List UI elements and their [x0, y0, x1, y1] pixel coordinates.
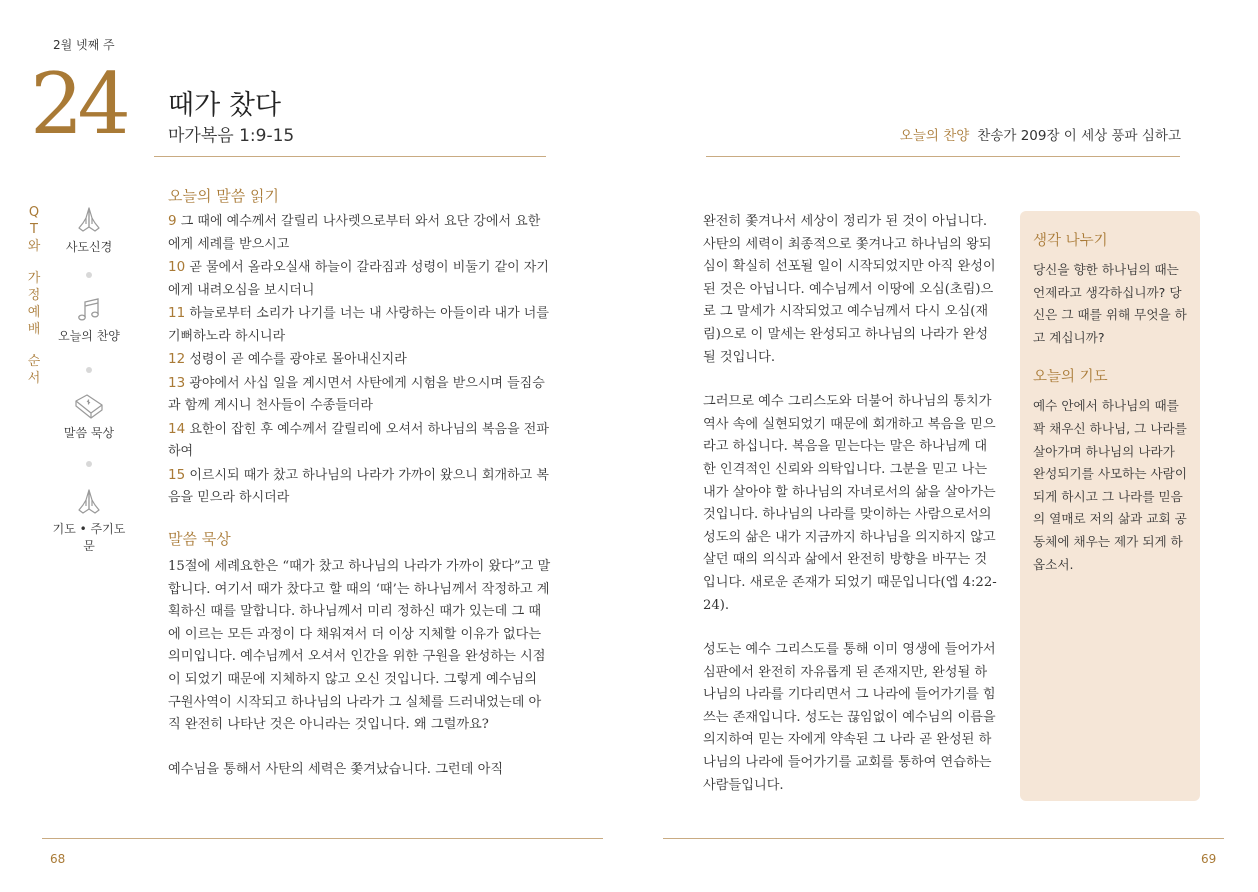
paragraph: 그러므로 예수 그리스도와 더불어 하나님의 통치가 역사 속에 실현되었기 때문에 회개하고 복음을 믿으라고 하십니다. 복음을 믿는다는 말은 하나님께 대한 인격적인 신뢰와 의탁입니다. 그분을 믿고 나는 내가 살아야 할 하나님의 자녀로서의 삶을 살아가는 것입니다. 하나님의 나라를 맞이하는 사람으로서의 성도의 삶은 내가 지금까지 하나님을 의지하지 않고 살던 때의 의식과 삶에서 완전히 방향을 바꾸는 것입니다. 새로운 존재가 되었기 때문입니다(엡 4:22-24).: [703, 394, 997, 613]
header-rule-left: [154, 156, 546, 157]
sidebar-item-apostles-creed: 사도신경: [50, 205, 128, 255]
sidebar-item-meditation: 말씀 묵상: [50, 391, 128, 441]
prayer-heading: 오늘의 기도: [1033, 369, 1108, 386]
verse: 12 성령이 곧 예수를 광야로 몰아내신지라: [168, 351, 407, 367]
bible-book-icon: [73, 391, 105, 421]
footer-rule-right: [663, 838, 1224, 839]
scripture-reading: [168, 210, 552, 510]
verse: 11 하늘로부터 소리가 나기를 너는 내 사랑하는 아들이라 내가 너를 기뻐하노라 하시니라: [168, 305, 549, 344]
verse: 10 곧 물에서 올라오실새 하늘이 갈라짐과 성령이 비둘기 같이 자기에게 내려오심을 보시더니: [168, 259, 549, 298]
meditation-body: [168, 556, 552, 803]
header-rule-right: [706, 156, 1180, 157]
page-number-left: 68: [50, 852, 66, 866]
praying-hands-icon: [74, 205, 104, 235]
day-number: 24: [30, 55, 125, 153]
sidebar-dot: [86, 461, 92, 467]
paragraph: 성도는 예수 그리스도를 통해 이미 영생에 들어가서 심판에서 완전히 자유롭게 된 존재지만, 완성될 하나님의 나라를 기다리면서 그 나라에 들어가기를 힘쓰는 존재입니다. 성도는 끊임없이 예수님의 이름을 의지하여 믿는 자에게 약속된 그 나라 곧 완성된 하나님의 나라에 들어가기를 교회를 통하여 연습하는 사람들입니다.: [703, 642, 996, 793]
music-note-icon: [76, 296, 102, 324]
page-title: 때가 찼다: [168, 90, 281, 121]
share-heading: 생각 나누기: [1033, 233, 1108, 249]
page-number-right: 69: [1201, 852, 1217, 866]
paragraph: 15절에 세례요한은 “때가 찼고 하나님의 나라가 가까이 왔다”고 말합니다. 여기서 때가 찼다고 할 때의 ‘때’는 하나님께서 작정하고 계획하신 때를 말합니다. 하나님께서 미리 정하신 때가 있는데 그 때에 이르는 모든 과정이 다 채워져서 더 이상 지체할 이유가 없다는 의미입니다. 예수님께서 오셔서 인간을 위한 구원을 완성하는 시점이 되었기 때문에 지체하지 않고 오신 것입니다. 그렇게 예수님의 구원사역이 시작되고 하나님의 나라가 그 실체를 드러내었는데 아직 완전히 나타난 것은 아니라는 것입니다. 왜 그럴까요?: [168, 559, 551, 733]
hymn-text: 찬송가 209장 이 세상 풍파 심하고: [977, 128, 1181, 144]
today-hymn: [900, 124, 1181, 144]
paragraph: 완전히 쫓겨나서 세상이 정리가 된 것이 아닙니다. 사탄의 세력이 최종적으로 쫓겨나고 하나님의 왕되심이 확실히 선포될 일이 시작되었지만 아직 완성이 된 것은 아닙니다. 예수님께서 이땅에 오심(초림)으로 그 말세가 시작되었고 예수님께서 다시 오심(재림)으로 이 말세는 완성되고 하나님의 나라가 완성될 것입니다.: [703, 214, 996, 365]
paragraph: 예수님을 통해서 사탄의 세력은 쫓겨났습니다. 그런데 아직: [168, 761, 504, 777]
sidebar-item-prayer: 기도 • 주기도문: [50, 487, 128, 554]
verse: 13 광야에서 사십 일을 계시면서 사탄에게 시험을 받으시며 들짐승과 함께 계시니 천사들이 수종들더라: [168, 374, 545, 413]
scripture-reference: 마가복음 1:9-15: [168, 126, 295, 146]
week-label: 2월 넷째 주: [53, 38, 115, 52]
vertical-tag: Q T 와 가 정 예 배 순 서: [27, 205, 41, 386]
reading-heading: 오늘의 말씀 읽기: [168, 187, 279, 205]
sidebar-dot: [86, 272, 92, 278]
meditation-continued: [703, 211, 997, 819]
verse: 14 요한이 잡힌 후 예수께서 갈릴리에 오셔서 하나님의 복음을 전파하여: [168, 420, 549, 459]
share-text: 당신을 향한 하나님의 때는 언제라고 생각하십니까? 당신은 그 때를 위해 무엇을 하고 계십니까?: [1033, 262, 1187, 345]
meditation-heading: 말씀 묵상: [168, 530, 231, 548]
footer-rule-left: [42, 838, 603, 839]
prayer-text: 예수 안에서 하나님의 때를 꽉 채우신 하나님, 그 나라를 살아가며 하나님의 나라가 완성되기를 사모하는 사람이 되게 하시고 그 나라를 믿음의 열매로 저의 삶과 교회 공동체에 채우는 제가 되게 하옵소서.: [1033, 398, 1187, 572]
praying-hands-icon: [74, 487, 104, 517]
verse: 9 그 때에 예수께서 갈릴리 나사렛으로부터 와서 요단 강에서 요한에게 세례를 받으시고: [168, 213, 541, 252]
hymn-label: 오늘의 찬양: [899, 128, 970, 144]
sidebar-item-today-hymn: 오늘의 찬양: [50, 296, 128, 344]
sidebar-dot: [86, 367, 92, 373]
reflection-box: [1020, 211, 1200, 801]
verse: 15 이르시되 때가 찼고 하나님의 나라가 가까이 왔으니 회개하고 복음을 믿으라 하시더라: [168, 466, 549, 505]
